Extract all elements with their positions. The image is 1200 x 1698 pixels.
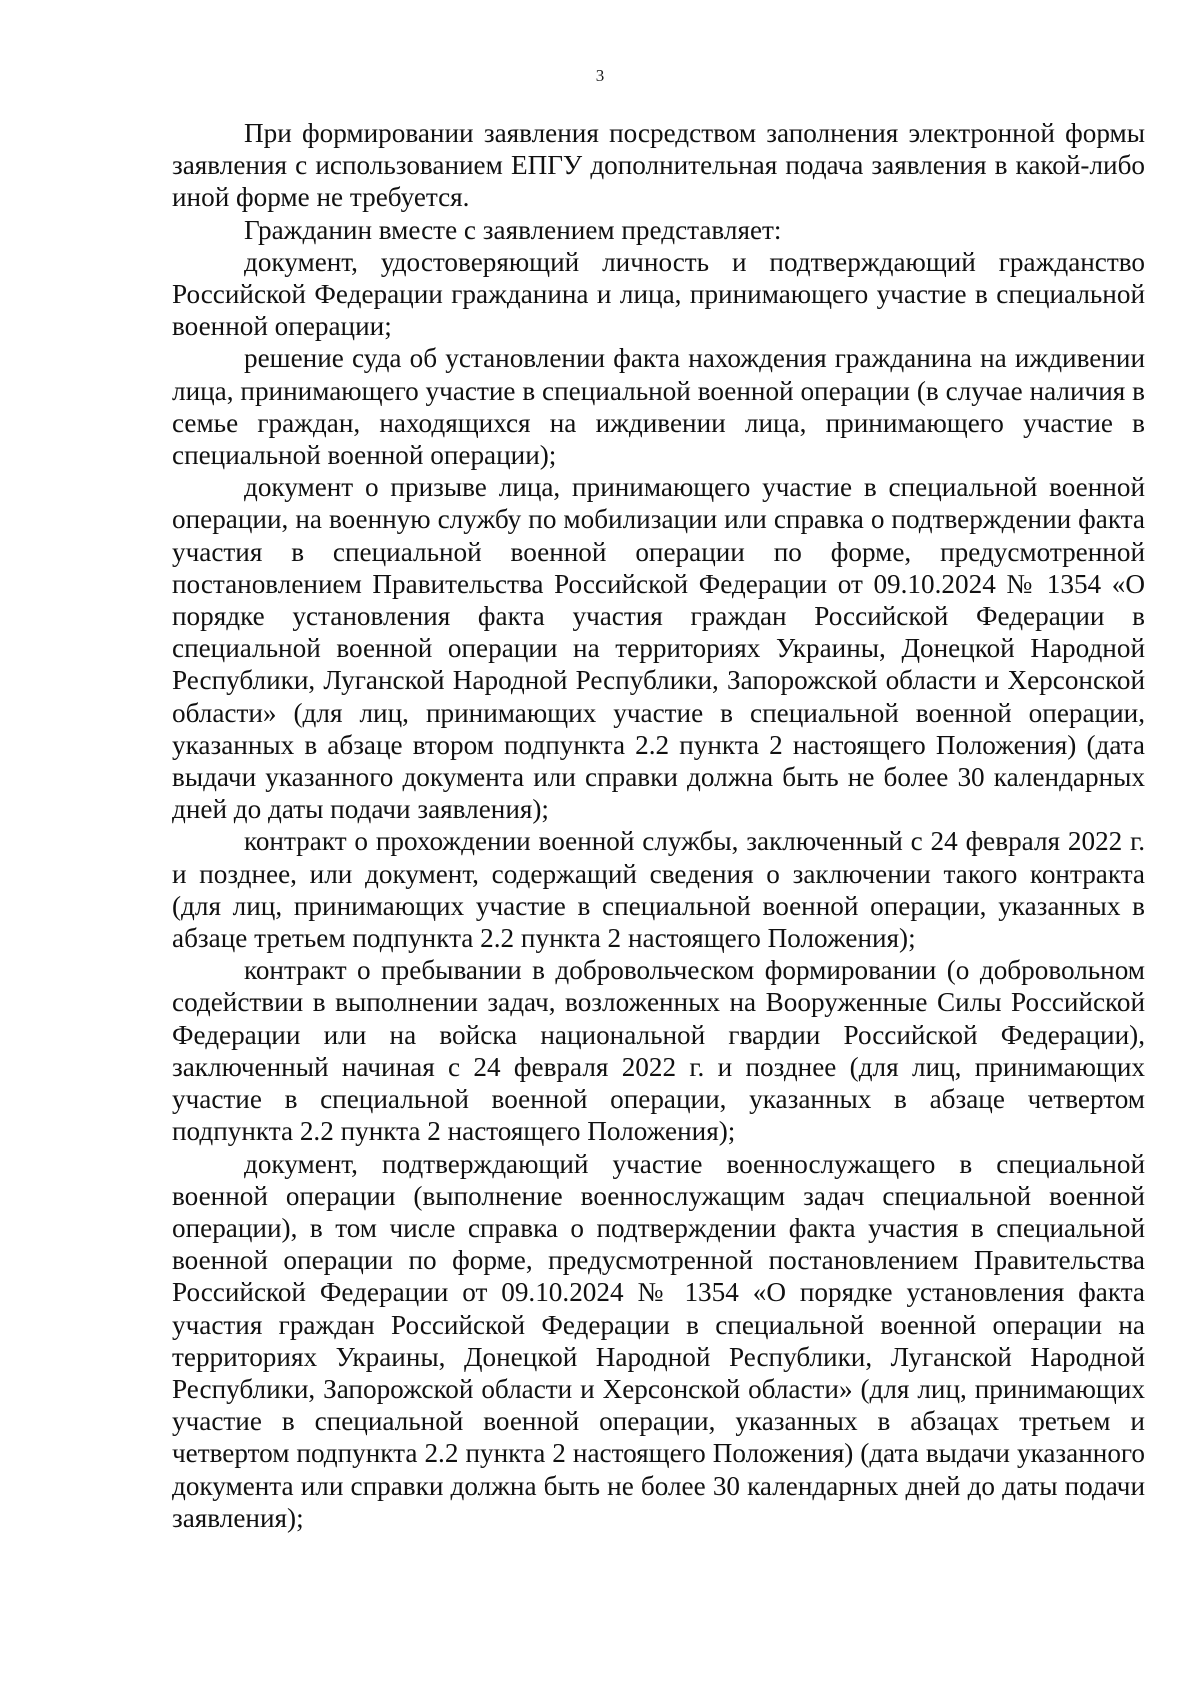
paragraph-service-contract: контракт о прохождении военной службы, заключенный с 24 февраля 2022 г. и позднее, или документ, содержащий сведения о заключении такого контракта (для лиц, принимающих участие в специальной военной операции, указанных в абзаце третьем подпункта 2.2 пункта 2 настоящего Положения); <box>172 826 1145 954</box>
paragraph-identity-document: документ, удостоверяющий личность и подтверждающий гражданство Российской Федерации гражданина и лица, принимающего участие в специальной военной операции; <box>172 246 1145 342</box>
document-body <box>172 117 1145 1534</box>
page-number: 3 <box>595 66 605 85</box>
paragraph-mobilization-document: документ о призыве лица, принимающего участие в специальной военной операции, на военную службу по мобилизации или справка о подтверждении факта участия в специальной военной операции по форме, предусмотренной постановлением Правительства Российской Федерации от 09.10.2024 № 1354 «О порядке установления факта участия граждан Российской Федерации в специальной военной операции на территориях Украины, Донецкой Народной Республики, Луганской Народной Республики, Запорожской области и Херсонской области» (для лиц, принимающих участие в специальной военной операции, указанных в абзаце втором подпункта 2.2 пункта 2 настоящего Положения) (дата выдачи указанного документа или справки должна быть не более 30 календарных дней до даты подачи заявления); <box>172 472 1145 825</box>
paragraph-court-decision: решение суда об установлении факта нахождения гражданина на иждивении лица, принимающего участие в специальной военной операции (в случае наличия в семье граждан, находящихся на иждивении лица, принимающего участие в специальной военной операции); <box>172 343 1145 471</box>
paragraph-submission-form: При формировании заявления посредством заполнения электронной формы заявления с использованием ЕПГУ дополнительная подача заявления в какой-либо иной форме не требуется. <box>172 118 1145 213</box>
paragraph-documents-intro: Гражданин вместе с заявлением представляет: <box>244 214 782 245</box>
paragraph-participation-document: документ, подтверждающий участие военнослужащего в специальной военной операции (выполнение военнослужащим задач специальной военной операции), в том числе справка о подтверждении факта участия в специальной военной операции по форме, предусмотренной постановлением Правительства Российской Федерации от 09.10.2024 № 1354 «О порядке установления факта участия граждан Российской Федерации в специальной военной операции на территориях Украины, Донецкой Народной Республики, Луганской Народной Республики, Запорожской области и Херсонской области» (для лиц, принимающих участие в специальной военной операции, указанных в абзацах третьем и четвертом подпункта 2.2 пункта 2 настоящего Положения) (дата выдачи указанного документа или справки должна быть не более 30 календарных дней до даты подачи заявления); <box>172 1148 1145 1533</box>
paragraph-volunteer-contract: контракт о пребывании в добровольческом формировании (о добровольном содействии в выполнении задач, возложенных на Вооруженные Силы Российской Федерации или на войска национальной гвардии Российской Федерации), заключенный начиная с 24 февраля 2022 г. и позднее (для лиц, принимающих участие в специальной военной операции, указанных в абзаце четвертом подпункта 2.2 пункта 2 настоящего Положения); <box>172 955 1145 1147</box>
